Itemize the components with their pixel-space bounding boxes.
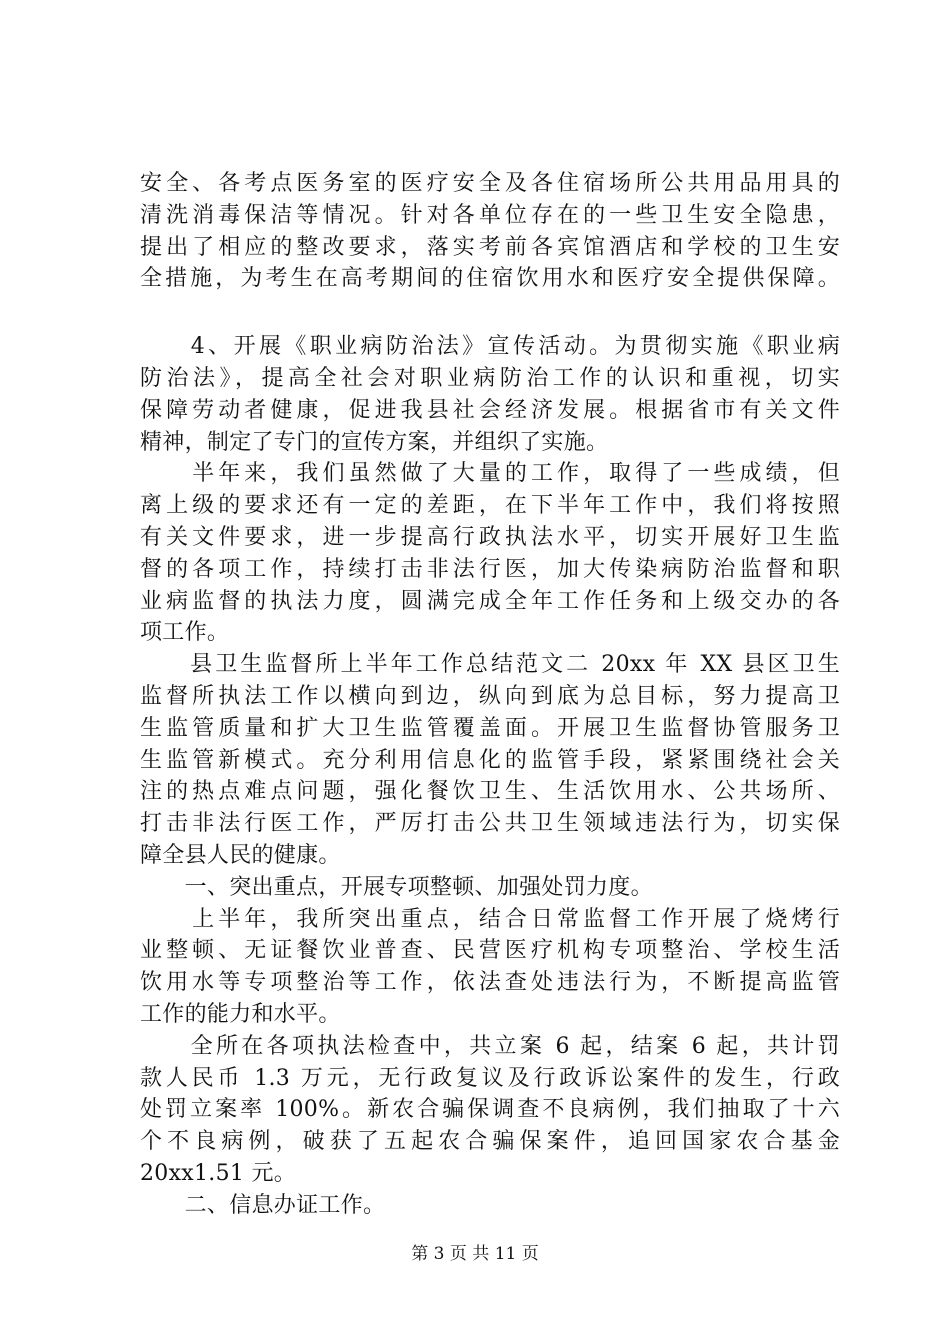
text-line: 注的热点难点问题，强化餐饮卫生、生活饮用水、公共场所、 xyxy=(140,779,840,805)
text-line: 有关文件要求，进一步提高行政执法水平，切实开展好卫生监 xyxy=(140,524,840,550)
text-line: 生监管质量和扩大卫生监管覆盖面。开展卫生监督协管服务卫 xyxy=(140,715,840,741)
section-heading: 二、信息办证工作。 xyxy=(140,1192,386,1218)
text-line: 障全县人民的健康。 xyxy=(140,842,341,868)
text-line: 处罚立案率 100%。新农合骗保调查不良病例，我们抽取了十六 xyxy=(140,1097,840,1123)
text-line: 生监管新模式。充分利用信息化的监管手段，紧紧围绕社会关 xyxy=(140,747,840,773)
text-line: 4、开展《职业病防治法》宣传活动。为贯彻实施《职业病 xyxy=(140,334,840,360)
text-line: 离上级的要求还有一定的差距，在下半年工作中，我们将按照 xyxy=(140,493,840,519)
text-line: 工作的能力和水平。 xyxy=(140,1001,341,1027)
text-line: 县卫生监督所上半年工作总结范文二 20xx 年 XX 县区卫生 xyxy=(140,652,840,678)
page-number-footer: 第 3 页 共 11 页 xyxy=(411,1244,539,1264)
text-line: 提出了相应的整改要求，落实考前各宾馆酒店和学校的卫生安 xyxy=(140,234,840,260)
text-line: 项工作。 xyxy=(140,620,230,646)
text-line: 清洗消毒保洁等情况。针对各单位存在的一些卫生安全隐患， xyxy=(140,202,840,228)
text-line: 业整顿、无证餐饮业普查、民营医疗机构专项整治、学校生活 xyxy=(140,938,840,964)
text-line: 上半年，我所突出重点，结合日常监督工作开展了烧烤行 xyxy=(140,906,840,932)
text-line: 监督所执法工作以横向到边，纵向到底为总目标，努力提高卫 xyxy=(140,683,840,709)
paragraph-gap xyxy=(140,295,840,331)
text-line: 全所在各项执法检查中，共立案 6 起，结案 6 起，共计罚 xyxy=(140,1033,840,1059)
text-line: 安全、各考点医务室的医疗安全及各住宿场所公共用品用具的 xyxy=(140,171,840,196)
text-line: 半年来，我们虽然做了大量的工作，取得了一些成绩，但 xyxy=(140,461,840,487)
text-line: 督的各项工作，持续打击非法行医，加大传染病防治监督和职 xyxy=(140,556,840,582)
text-line: 精神，制定了专门的宣传方案，并组织了实施。 xyxy=(140,429,609,455)
document-body xyxy=(140,168,840,1222)
text-line: 个不良病例，破获了五起农合骗保案件，追回国家农合基金 xyxy=(140,1129,840,1155)
text-line: 全措施，为考生在高考期间的住宿饮用水和医疗安全提供保障。 xyxy=(140,266,840,292)
text-line: 业病监督的执法力度，圆满完成全年工作任务和上级交办的各 xyxy=(140,588,840,614)
text-line: 保障劳动者健康，促进我县社会经济发展。根据省市有关文件 xyxy=(140,397,840,423)
section-heading: 一、突出重点，开展专项整顿、加强处罚力度。 xyxy=(140,874,653,900)
text-line: 20xx1.51 元。 xyxy=(140,1160,297,1186)
text-line: 打击非法行医工作，严厉打击公共卫生领域违法行为，切实保 xyxy=(140,811,840,837)
text-line: 防治法》，提高全社会对职业病防治工作的认识和重视，切实 xyxy=(140,365,840,391)
text-line: 饮用水等专项整治等工作，依法查处违法行为，不断提高监管 xyxy=(140,970,840,996)
text-line: 款人民币 1.3 万元，无行政复议及行政诉讼案件的发生，行政 xyxy=(140,1065,840,1091)
